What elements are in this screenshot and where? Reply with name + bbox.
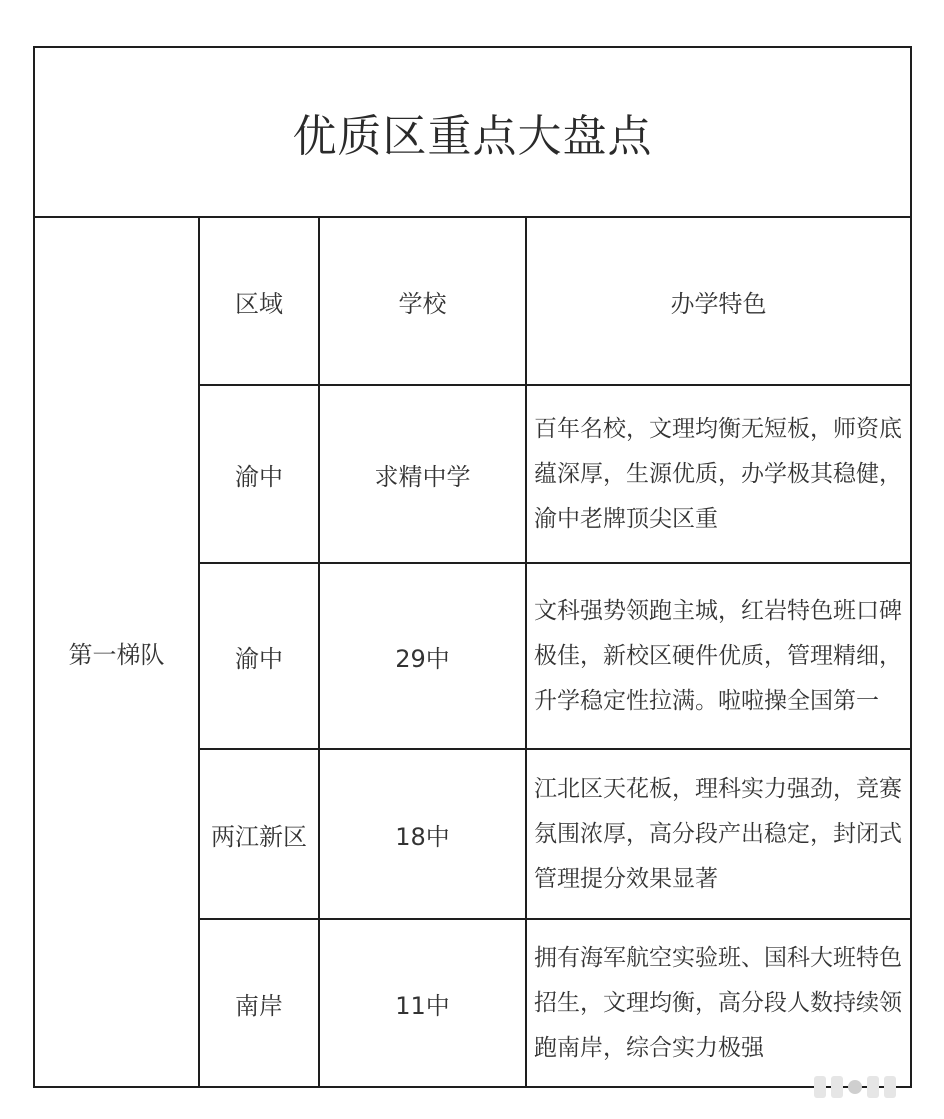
feature-cell: 江北区天花板，理科实力强劲，竞赛氛围浓厚，高分段产出稳定，封闭式管理提分效果显著: [526, 749, 911, 919]
school-cell: 求精中学: [319, 385, 526, 563]
table-title: 优质区重点大盘点: [34, 47, 911, 217]
feature-cell: 文科强势领跑主城，红岩特色班口碑极佳，新校区硬件优质，管理精细，升学稳定性拉满。啦啦操全国第一: [526, 563, 911, 749]
region-cell: 渝中: [199, 563, 319, 749]
region-cell: 南岸: [199, 919, 319, 1087]
feature-cell: 拥有海军航空实验班、国科大班特色招生，文理均衡，高分段人数持续领跑南岸，综合实力极强: [526, 919, 911, 1087]
tier-label: 第一梯队: [34, 217, 199, 1087]
school-cell: 18中: [319, 749, 526, 919]
header-region: 区域: [199, 217, 319, 385]
header-school: 学校: [319, 217, 526, 385]
region-cell: 渝中: [199, 385, 319, 563]
title-row: [34, 47, 911, 217]
ranking-table-sheet: [33, 46, 910, 1085]
school-ranking-table: [33, 46, 912, 1088]
feature-cell: 百年名校，文理均衡无短板，师资底蕴深厚，生源优质，办学极其稳健，渝中老牌顶尖区重: [526, 385, 911, 563]
header-feature: 办学特色: [526, 217, 911, 385]
school-cell: 11中: [319, 919, 526, 1087]
region-cell: 两江新区: [199, 749, 319, 919]
school-cell: 29中: [319, 563, 526, 749]
watermark-icon: [766, 1072, 896, 1102]
header-row: [34, 217, 911, 385]
